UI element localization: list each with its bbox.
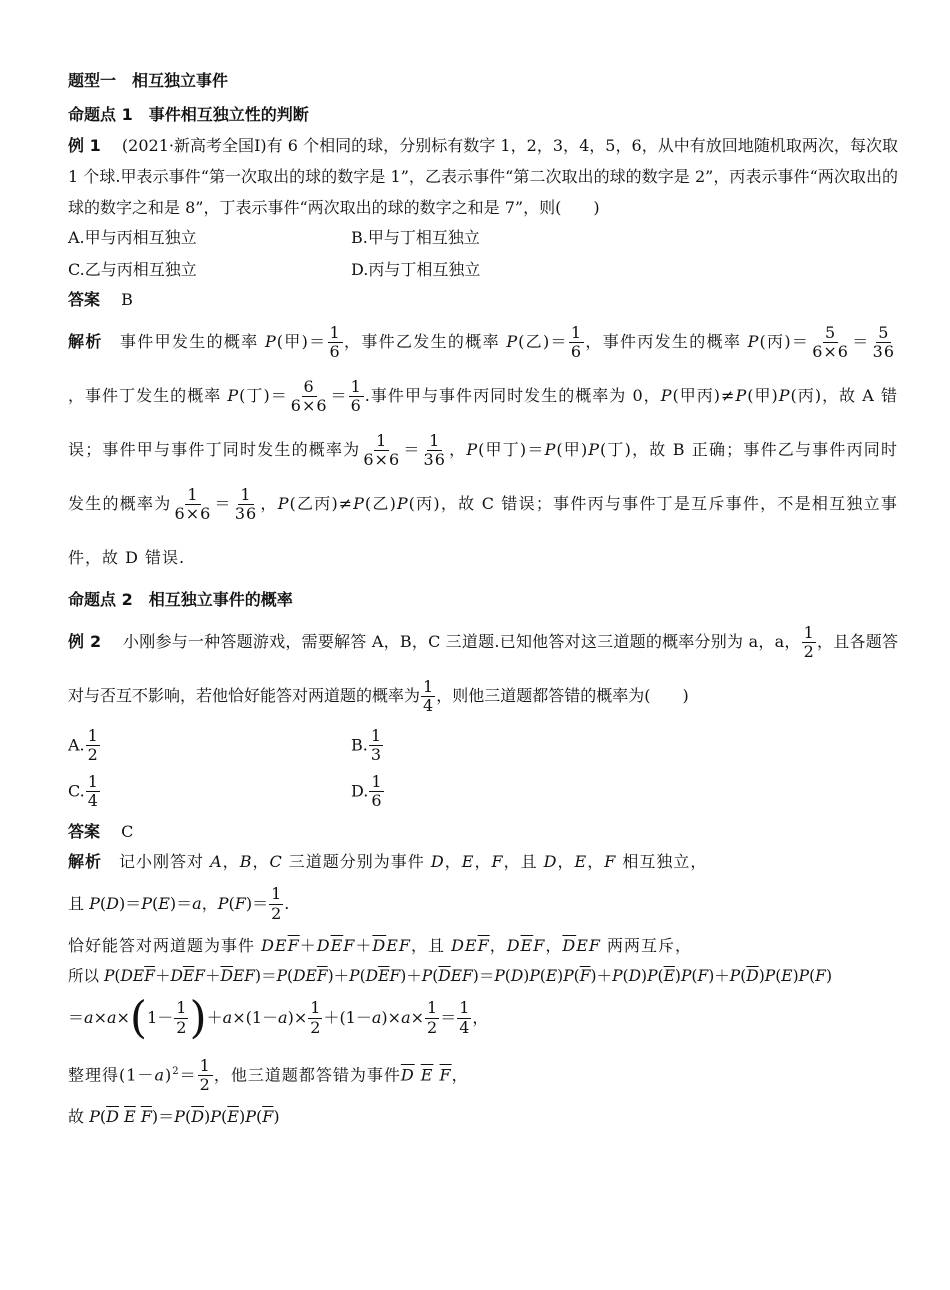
example-2-text-a: 小刚参与一种答题游戏，需要解答 A，B，C 三道题.已知他答对这三道题的概率分别为 a，a，	[122, 632, 801, 651]
option-d: D. $\frac{1}{6}$	[351, 771, 382, 811]
example-1-options	[68, 223, 898, 285]
example-2-analysis-2: 且 P(D)＝P(E)＝a，P(F)＝ $\frac{1}{2}$ .	[68, 884, 290, 923]
section-title: 题型一 相互独立事件	[68, 71, 229, 90]
example-1-analysis: 解析 事件甲发生的概率 P(甲)＝ $\frac{1}{6}$ ，事件乙发生的概率 P(乙)＝ $\frac{1}{6}$ ，事件丙发生的概率 P(丙)＝ $\frac{5}{6\times 6}$ ＝ $\frac{5}{36}$ ，事件丁发生的概率 P(丁)＝ $\frac{6}{6\times 6}$ ＝ $\frac{1}{6}$ .事件甲与事件丙同时发生的概率为 0，P(甲丙)≠P(甲)P(丙)，故 A 错误；事件甲与事件丁同时发生的概率为 $\frac{1}{6\times 6}$ ＝ $\frac{1}{36}$ ，P(甲丁)＝P(甲)P(丁)，故 B 正确；事件乙与事件丙同时发生的概率为 $\frac{1}{6\times 6}$ ＝ $\frac{1}{36}$ ，P(乙丙)≠P(乙)P(丙)，故 C 错误；事件丙与事件丁是互斥事件，不是相互独立事件，故 D 错误.	[68, 322, 898, 567]
example-1-answer	[68, 285, 898, 315]
option-c: C. $\frac{1}{4}$	[68, 771, 98, 811]
example-2-analysis-5: ＝a×a×(1－ $\frac{1}{2}$ )＋a×(1－a)× $\frac{1}{2}$ ＋(1－a)×a× $\frac{1}{2}$ ＝ $\frac{1}{4}$ ，	[68, 992, 489, 1044]
example-2-text-c: ，则他三道题都答错的概率为( )	[436, 686, 689, 705]
answer-label: 答案	[68, 290, 101, 309]
page	[68, 66, 898, 1132]
example-1-label: 例 1	[68, 136, 101, 155]
option-d: D.丙与丁相互独立	[351, 260, 481, 279]
example-2-analysis-6: 整理得$(1-a)^2=$ $\frac{1}{2}$ ，他三道题都答错为事件$\overline{D}$ $\overline{E}$ $\overline{F}$，	[68, 1055, 469, 1094]
option-c: C.乙与丙相互独立	[68, 260, 197, 279]
example-2-options	[68, 727, 898, 811]
answer-value: C	[121, 821, 134, 841]
option-a: A. $\frac{1}{2}$	[68, 726, 98, 765]
example-2-text-b: ，且各题答对与否互不影响，若他恰好能答对两道题的概率为	[68, 632, 898, 705]
example-2-analysis-1: 解析 记小刚答对 A，B，C 三道题分别为事件 D，E，F，且 D，E，F 相互独立，	[68, 851, 708, 871]
analysis-label: 解析	[68, 851, 103, 871]
example-1-stem	[68, 130, 898, 223]
example-2-stem: 例 2 小刚参与一种答题游戏，需要解答 A，B，C 三道题.已知他答对这三道题的概率分别为 a，a， $\frac{1}{2}$ ，且各题答对与否互不影响，若他恰好能答对两道题的概率为 $\frac{1}{4}$ ，则他三道题都答错的概率为( )	[68, 622, 898, 715]
example-2-analysis-7: 故 $P(\overline{D}$ $\overline{E}$ $\overline{F})=P(\overline{D})P(\overline{E})P(\overline{F})$	[68, 1106, 280, 1126]
answer-label: 答案	[68, 821, 101, 841]
example-2-answer	[68, 817, 898, 847]
topic-1-title: 命题点 1 事件相互独立性的判断	[68, 105, 309, 124]
topic-2-title: 命题点 2 相互独立事件的概率	[68, 590, 293, 609]
answer-value: B	[121, 290, 133, 309]
example-1-text: (2021·新高考全国Ⅰ)有 6 个相同的球，分别标有数字 1，2，3，4，5，6，从中有放回地随机取两次，每次取 1 个球.甲表示事件“第一次取出的球的数字是 1”，乙表示事件“第二次取出的球的数字是 2”，丙表示事件“两次取出的球的数字之和是 8”，丁表示事件“两次取出的球的数字之和是 7”，则( )	[68, 136, 898, 217]
analysis-label: 解析	[68, 332, 103, 351]
example-2-analysis-3: 恰好能答对两道题为事件 $DE\overline{F}+D\overline{E}F+\overline{D}EF$，且 $DE\overline{F}$，$D\overline{E}F$，$\overline{D}EF$ 两两互斥，	[68, 935, 693, 955]
option-a: A.甲与丙相互独立	[68, 228, 197, 247]
example-2-label: 例 2	[68, 632, 102, 651]
option-b: B.甲与丁相互独立	[351, 228, 480, 247]
example-2-analysis-4: 所以 $P(DE\overline{F}+D\overline{E}F+\overline{D}EF)=P(DE\overline{F})+P(D\overline{E}F)+P(\overline{D}EF)=P(D)P(E)P(\overline{F})+P(D)P(\overline{E})P(F)+P(\overline{D})P(E)P(F)$	[68, 966, 832, 985]
option-b: B. $\frac{1}{3}$	[351, 726, 382, 765]
